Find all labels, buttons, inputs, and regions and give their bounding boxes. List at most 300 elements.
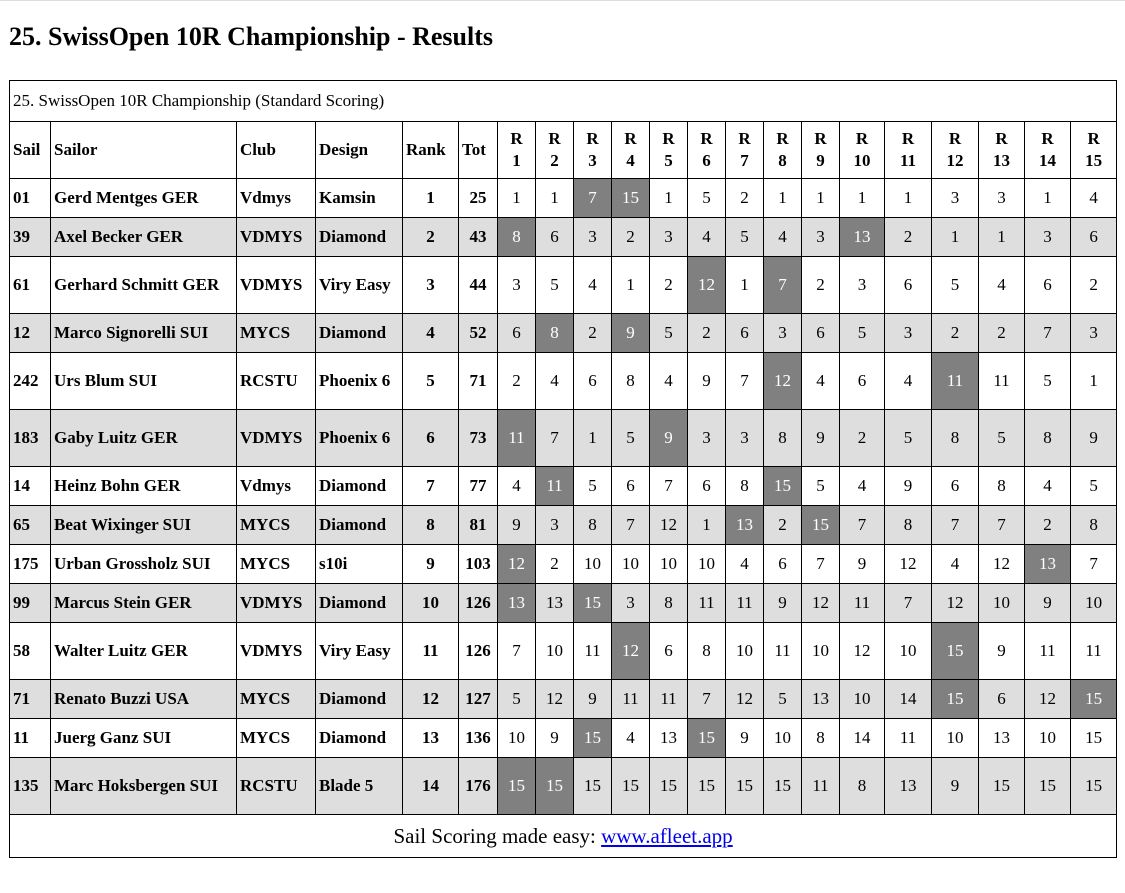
cell-race: 6 bbox=[979, 680, 1025, 719]
cell-race: 12 bbox=[979, 545, 1025, 584]
cell-sailor: Gerd Mentges GER bbox=[51, 179, 237, 218]
cell-race: 11 bbox=[1071, 623, 1117, 680]
cell-rank: 11 bbox=[403, 623, 459, 680]
cell-race: 8 bbox=[612, 353, 650, 410]
cell-race: 10 bbox=[885, 623, 932, 680]
cell-race: 9 bbox=[726, 719, 764, 758]
cell-sail: 65 bbox=[10, 506, 51, 545]
cell-race: 3 bbox=[932, 179, 979, 218]
footer-cell bbox=[10, 815, 1117, 858]
race-prefix: R bbox=[855, 129, 869, 148]
cell-race: 9 bbox=[574, 680, 612, 719]
header-race-10 bbox=[840, 122, 885, 179]
cell-sail: 135 bbox=[10, 758, 51, 815]
table-row bbox=[10, 506, 1117, 545]
cell-race-discard: 15 bbox=[764, 467, 802, 506]
cell-race: 6 bbox=[764, 545, 802, 584]
cell-rank: 13 bbox=[403, 719, 459, 758]
cell-race: 15 bbox=[764, 758, 802, 815]
cell-race: 8 bbox=[650, 584, 688, 623]
cell-race: 14 bbox=[840, 719, 885, 758]
cell-race: 4 bbox=[612, 719, 650, 758]
cell-race: 8 bbox=[1071, 506, 1117, 545]
header-design: Design bbox=[316, 122, 403, 179]
cell-race: 6 bbox=[1025, 257, 1071, 314]
cell-race: 11 bbox=[574, 623, 612, 680]
cell-race: 3 bbox=[574, 218, 612, 257]
cell-design: Diamond bbox=[316, 584, 403, 623]
race-prefix: R bbox=[1041, 129, 1054, 148]
cell-race: 13 bbox=[536, 584, 574, 623]
page-title: 25. SwissOpen 10R Championship - Results bbox=[9, 22, 494, 51]
cell-race: 12 bbox=[536, 680, 574, 719]
cell-race: 1 bbox=[612, 257, 650, 314]
cell-race: 2 bbox=[840, 410, 885, 467]
cell-club: VDMYS bbox=[237, 584, 316, 623]
cell-sailor: Marco Signorelli SUI bbox=[51, 314, 237, 353]
table-caption: 25. SwissOpen 10R Championship (Standard Scoring) bbox=[10, 81, 1117, 122]
cell-race: 11 bbox=[688, 584, 726, 623]
cell-race: 10 bbox=[498, 719, 536, 758]
cell-race: 4 bbox=[574, 257, 612, 314]
race-prefix: R bbox=[738, 129, 751, 148]
cell-tot: 43 bbox=[459, 218, 498, 257]
cell-race: 6 bbox=[498, 314, 536, 353]
race-number: 13 bbox=[993, 151, 1010, 170]
cell-race-discard: 9 bbox=[612, 314, 650, 353]
cell-race: 4 bbox=[650, 353, 688, 410]
cell-tot: 73 bbox=[459, 410, 498, 467]
cell-tot: 136 bbox=[459, 719, 498, 758]
cell-race: 8 bbox=[885, 506, 932, 545]
cell-race: 10 bbox=[932, 719, 979, 758]
race-prefix: R bbox=[776, 129, 789, 148]
cell-race: 15 bbox=[1071, 758, 1117, 815]
cell-race-discard: 12 bbox=[498, 545, 536, 584]
race-prefix: R bbox=[995, 129, 1008, 148]
cell-race: 3 bbox=[726, 410, 764, 467]
cell-tot: 25 bbox=[459, 179, 498, 218]
cell-race: 9 bbox=[932, 758, 979, 815]
header-row bbox=[10, 122, 1117, 179]
cell-design: Viry Easy bbox=[316, 257, 403, 314]
cell-race: 9 bbox=[1025, 584, 1071, 623]
cell-race: 1 bbox=[932, 218, 979, 257]
cell-rank: 6 bbox=[403, 410, 459, 467]
cell-race: 3 bbox=[498, 257, 536, 314]
race-number: 8 bbox=[778, 151, 787, 170]
cell-race: 12 bbox=[932, 584, 979, 623]
cell-sail: 183 bbox=[10, 410, 51, 467]
cell-race: 9 bbox=[498, 506, 536, 545]
cell-sail: 14 bbox=[10, 467, 51, 506]
cell-design: Kamsin bbox=[316, 179, 403, 218]
cell-race-discard: 15 bbox=[1071, 680, 1117, 719]
cell-race-discard: 7 bbox=[764, 257, 802, 314]
cell-club: Vdmys bbox=[237, 467, 316, 506]
cell-race: 10 bbox=[1071, 584, 1117, 623]
cell-club: RCSTU bbox=[237, 353, 316, 410]
cell-design: Viry Easy bbox=[316, 623, 403, 680]
cell-sailor: Gerhard Schmitt GER bbox=[51, 257, 237, 314]
cell-tot: 176 bbox=[459, 758, 498, 815]
race-prefix: R bbox=[586, 129, 599, 148]
cell-race: 5 bbox=[688, 179, 726, 218]
cell-race: 5 bbox=[932, 257, 979, 314]
cell-race: 8 bbox=[688, 623, 726, 680]
cell-club: MYCS bbox=[237, 680, 316, 719]
header-race-6 bbox=[688, 122, 726, 179]
cell-race: 3 bbox=[536, 506, 574, 545]
cell-race: 3 bbox=[979, 179, 1025, 218]
cell-race: 8 bbox=[802, 719, 840, 758]
cell-race: 8 bbox=[979, 467, 1025, 506]
cell-race: 13 bbox=[650, 719, 688, 758]
cell-race: 7 bbox=[840, 506, 885, 545]
cell-race: 6 bbox=[688, 467, 726, 506]
cell-design: Diamond bbox=[316, 314, 403, 353]
table-row bbox=[10, 314, 1117, 353]
race-number: 3 bbox=[588, 151, 597, 170]
cell-sailor: Marc Hoksbergen SUI bbox=[51, 758, 237, 815]
header-race-4 bbox=[612, 122, 650, 179]
cell-sail: 242 bbox=[10, 353, 51, 410]
cell-sail: 99 bbox=[10, 584, 51, 623]
top-divider bbox=[0, 0, 1125, 1]
cell-design: Phoenix 6 bbox=[316, 410, 403, 467]
header-rank: Rank bbox=[403, 122, 459, 179]
cell-race-discard: 15 bbox=[688, 719, 726, 758]
cell-tot: 126 bbox=[459, 584, 498, 623]
cell-race: 2 bbox=[688, 314, 726, 353]
header-sail: Sail bbox=[10, 122, 51, 179]
cell-rank: 9 bbox=[403, 545, 459, 584]
results-table bbox=[9, 80, 1117, 858]
cell-race-discard: 11 bbox=[536, 467, 574, 506]
table-row bbox=[10, 719, 1117, 758]
cell-race-discard: 7 bbox=[574, 179, 612, 218]
cell-rank: 14 bbox=[403, 758, 459, 815]
cell-race: 2 bbox=[1025, 506, 1071, 545]
cell-race: 4 bbox=[885, 353, 932, 410]
cell-tot: 127 bbox=[459, 680, 498, 719]
cell-sailor: Marcus Stein GER bbox=[51, 584, 237, 623]
cell-design: Phoenix 6 bbox=[316, 353, 403, 410]
cell-race: 4 bbox=[726, 545, 764, 584]
cell-race: 12 bbox=[1025, 680, 1071, 719]
cell-race: 6 bbox=[840, 353, 885, 410]
cell-race: 13 bbox=[885, 758, 932, 815]
cell-race-discard: 8 bbox=[536, 314, 574, 353]
cell-race: 1 bbox=[498, 179, 536, 218]
cell-sailor: Walter Luitz GER bbox=[51, 623, 237, 680]
cell-rank: 7 bbox=[403, 467, 459, 506]
cell-race-discard: 12 bbox=[612, 623, 650, 680]
cell-race-discard: 13 bbox=[840, 218, 885, 257]
cell-club: VDMYS bbox=[237, 257, 316, 314]
cell-race-discard: 15 bbox=[574, 584, 612, 623]
cell-sailor: Beat Wixinger SUI bbox=[51, 506, 237, 545]
cell-race: 7 bbox=[885, 584, 932, 623]
cell-race: 12 bbox=[650, 506, 688, 545]
cell-race: 4 bbox=[932, 545, 979, 584]
cell-race-discard: 11 bbox=[932, 353, 979, 410]
cell-race: 3 bbox=[1025, 218, 1071, 257]
cell-race: 2 bbox=[612, 218, 650, 257]
cell-race: 10 bbox=[574, 545, 612, 584]
cell-race-discard: 8 bbox=[498, 218, 536, 257]
cell-race: 6 bbox=[650, 623, 688, 680]
cell-race: 2 bbox=[650, 257, 688, 314]
cell-race: 3 bbox=[650, 218, 688, 257]
cell-design: Diamond bbox=[316, 680, 403, 719]
header-race-8 bbox=[764, 122, 802, 179]
cell-tot: 126 bbox=[459, 623, 498, 680]
table-row bbox=[10, 257, 1117, 314]
cell-race: 3 bbox=[612, 584, 650, 623]
cell-race: 2 bbox=[802, 257, 840, 314]
cell-sailor: Urs Blum SUI bbox=[51, 353, 237, 410]
cell-race: 11 bbox=[764, 623, 802, 680]
race-prefix: R bbox=[624, 129, 637, 148]
cell-race: 10 bbox=[1025, 719, 1071, 758]
race-prefix: R bbox=[510, 129, 523, 148]
table-row bbox=[10, 680, 1117, 719]
cell-race: 2 bbox=[979, 314, 1025, 353]
cell-race: 2 bbox=[536, 545, 574, 584]
cell-race: 5 bbox=[498, 680, 536, 719]
cell-race: 7 bbox=[498, 623, 536, 680]
cell-sail: 61 bbox=[10, 257, 51, 314]
cell-race: 1 bbox=[574, 410, 612, 467]
cell-rank: 5 bbox=[403, 353, 459, 410]
cell-race-discard: 11 bbox=[498, 410, 536, 467]
race-prefix: R bbox=[901, 129, 915, 148]
cell-race-discard: 12 bbox=[688, 257, 726, 314]
cell-race: 8 bbox=[764, 410, 802, 467]
cell-sail: 175 bbox=[10, 545, 51, 584]
cell-sail: 01 bbox=[10, 179, 51, 218]
cell-race-discard: 12 bbox=[764, 353, 802, 410]
cell-race: 1 bbox=[1025, 179, 1071, 218]
cell-race: 9 bbox=[840, 545, 885, 584]
cell-race: 6 bbox=[726, 314, 764, 353]
cell-race: 10 bbox=[650, 545, 688, 584]
cell-race: 10 bbox=[840, 680, 885, 719]
cell-race: 11 bbox=[726, 584, 764, 623]
race-number: 4 bbox=[626, 151, 635, 170]
cell-sailor: Heinz Bohn GER bbox=[51, 467, 237, 506]
race-prefix: R bbox=[700, 129, 713, 148]
cell-race-discard: 9 bbox=[650, 410, 688, 467]
header-race-9 bbox=[802, 122, 840, 179]
cell-race: 1 bbox=[764, 179, 802, 218]
footer-text: Sail Scoring made easy: bbox=[393, 824, 602, 848]
cell-race: 5 bbox=[840, 314, 885, 353]
cell-sail: 58 bbox=[10, 623, 51, 680]
cell-club: MYCS bbox=[237, 719, 316, 758]
cell-race: 1 bbox=[650, 179, 688, 218]
cell-rank: 4 bbox=[403, 314, 459, 353]
cell-tot: 81 bbox=[459, 506, 498, 545]
cell-race: 3 bbox=[840, 257, 885, 314]
cell-race: 4 bbox=[688, 218, 726, 257]
cell-sailor: Renato Buzzi USA bbox=[51, 680, 237, 719]
cell-race: 7 bbox=[1025, 314, 1071, 353]
cell-sailor: Axel Becker GER bbox=[51, 218, 237, 257]
cell-race: 6 bbox=[1071, 218, 1117, 257]
cell-race: 15 bbox=[1071, 719, 1117, 758]
cell-race: 1 bbox=[688, 506, 726, 545]
cell-race: 9 bbox=[802, 410, 840, 467]
header-race-3 bbox=[574, 122, 612, 179]
cell-rank: 8 bbox=[403, 506, 459, 545]
table-row bbox=[10, 584, 1117, 623]
race-number: 12 bbox=[946, 151, 964, 170]
cell-rank: 1 bbox=[403, 179, 459, 218]
cell-race: 6 bbox=[885, 257, 932, 314]
cell-race: 11 bbox=[885, 719, 932, 758]
cell-race-discard: 15 bbox=[932, 680, 979, 719]
race-number: 11 bbox=[899, 151, 917, 170]
cell-race: 9 bbox=[885, 467, 932, 506]
cell-race: 4 bbox=[536, 353, 574, 410]
cell-race: 4 bbox=[764, 218, 802, 257]
table-row bbox=[10, 353, 1117, 410]
cell-race: 1 bbox=[536, 179, 574, 218]
cell-race: 12 bbox=[885, 545, 932, 584]
cell-club: VDMYS bbox=[237, 623, 316, 680]
cell-race: 9 bbox=[688, 353, 726, 410]
cell-race: 11 bbox=[1025, 623, 1071, 680]
cell-sail: 39 bbox=[10, 218, 51, 257]
cell-race: 6 bbox=[612, 467, 650, 506]
cell-race-discard: 13 bbox=[726, 506, 764, 545]
cell-club: VDMYS bbox=[237, 410, 316, 467]
cell-sail: 11 bbox=[10, 719, 51, 758]
cell-race: 10 bbox=[688, 545, 726, 584]
race-number: 2 bbox=[550, 151, 559, 170]
cell-race: 5 bbox=[650, 314, 688, 353]
header-race-11 bbox=[885, 122, 932, 179]
cell-race: 3 bbox=[1071, 314, 1117, 353]
cell-race: 3 bbox=[764, 314, 802, 353]
cell-race: 9 bbox=[979, 623, 1025, 680]
cell-race: 1 bbox=[840, 179, 885, 218]
cell-race: 10 bbox=[612, 545, 650, 584]
race-number: 14 bbox=[1039, 151, 1056, 170]
header-race-15 bbox=[1071, 122, 1117, 179]
race-number: 15 bbox=[1085, 151, 1103, 170]
cell-race: 5 bbox=[574, 467, 612, 506]
cell-race: 13 bbox=[802, 680, 840, 719]
cell-race: 6 bbox=[802, 314, 840, 353]
cell-race: 3 bbox=[688, 410, 726, 467]
cell-race: 10 bbox=[802, 623, 840, 680]
cell-club: RCSTU bbox=[237, 758, 316, 815]
cell-race: 13 bbox=[979, 719, 1025, 758]
cell-race: 1 bbox=[1071, 353, 1117, 410]
results-body bbox=[10, 179, 1117, 815]
cell-race: 7 bbox=[1071, 545, 1117, 584]
cell-race: 2 bbox=[574, 314, 612, 353]
cell-race: 2 bbox=[498, 353, 536, 410]
cell-race: 5 bbox=[536, 257, 574, 314]
cell-race: 2 bbox=[885, 218, 932, 257]
table-row bbox=[10, 623, 1117, 680]
cell-club: MYCS bbox=[237, 314, 316, 353]
cell-race: 7 bbox=[802, 545, 840, 584]
footer-row bbox=[10, 815, 1117, 858]
cell-race: 10 bbox=[764, 719, 802, 758]
cell-race: 10 bbox=[726, 623, 764, 680]
header-sailor: Sailor bbox=[51, 122, 237, 179]
cell-club: MYCS bbox=[237, 545, 316, 584]
cell-race: 1 bbox=[726, 257, 764, 314]
cell-race: 1 bbox=[885, 179, 932, 218]
cell-race: 12 bbox=[840, 623, 885, 680]
cell-race: 5 bbox=[764, 680, 802, 719]
cell-race: 15 bbox=[1025, 758, 1071, 815]
cell-race: 9 bbox=[1071, 410, 1117, 467]
header-club: Club bbox=[237, 122, 316, 179]
cell-race: 4 bbox=[498, 467, 536, 506]
cell-tot: 71 bbox=[459, 353, 498, 410]
race-number: 7 bbox=[740, 151, 749, 170]
table-row bbox=[10, 545, 1117, 584]
cell-race: 7 bbox=[536, 410, 574, 467]
cell-race-discard: 15 bbox=[498, 758, 536, 815]
cell-race: 7 bbox=[932, 506, 979, 545]
cell-rank: 10 bbox=[403, 584, 459, 623]
cell-race: 2 bbox=[726, 179, 764, 218]
cell-race: 10 bbox=[979, 584, 1025, 623]
cell-race: 7 bbox=[650, 467, 688, 506]
cell-race: 14 bbox=[885, 680, 932, 719]
cell-race: 15 bbox=[726, 758, 764, 815]
cell-race: 11 bbox=[840, 584, 885, 623]
cell-race: 11 bbox=[979, 353, 1025, 410]
cell-tot: 44 bbox=[459, 257, 498, 314]
cell-race: 4 bbox=[979, 257, 1025, 314]
cell-race: 3 bbox=[802, 218, 840, 257]
race-number: 9 bbox=[816, 151, 825, 170]
cell-race: 4 bbox=[840, 467, 885, 506]
cell-sailor: Gaby Luitz GER bbox=[51, 410, 237, 467]
table-row bbox=[10, 758, 1117, 815]
cell-race: 11 bbox=[802, 758, 840, 815]
cell-race: 6 bbox=[536, 218, 574, 257]
race-prefix: R bbox=[548, 129, 561, 148]
table-row bbox=[10, 179, 1117, 218]
cell-race: 5 bbox=[1025, 353, 1071, 410]
cell-sail: 71 bbox=[10, 680, 51, 719]
race-number: 5 bbox=[664, 151, 673, 170]
afleet-link[interactable]: www.afleet.app bbox=[601, 824, 733, 848]
header-race-14 bbox=[1025, 122, 1071, 179]
cell-design: Diamond bbox=[316, 719, 403, 758]
cell-race: 12 bbox=[802, 584, 840, 623]
cell-race: 8 bbox=[932, 410, 979, 467]
cell-design: Diamond bbox=[316, 467, 403, 506]
cell-race: 5 bbox=[1071, 467, 1117, 506]
cell-race: 7 bbox=[612, 506, 650, 545]
cell-club: Vdmys bbox=[237, 179, 316, 218]
cell-rank: 3 bbox=[403, 257, 459, 314]
cell-rank: 12 bbox=[403, 680, 459, 719]
header-race-7 bbox=[726, 122, 764, 179]
cell-race-discard: 15 bbox=[932, 623, 979, 680]
